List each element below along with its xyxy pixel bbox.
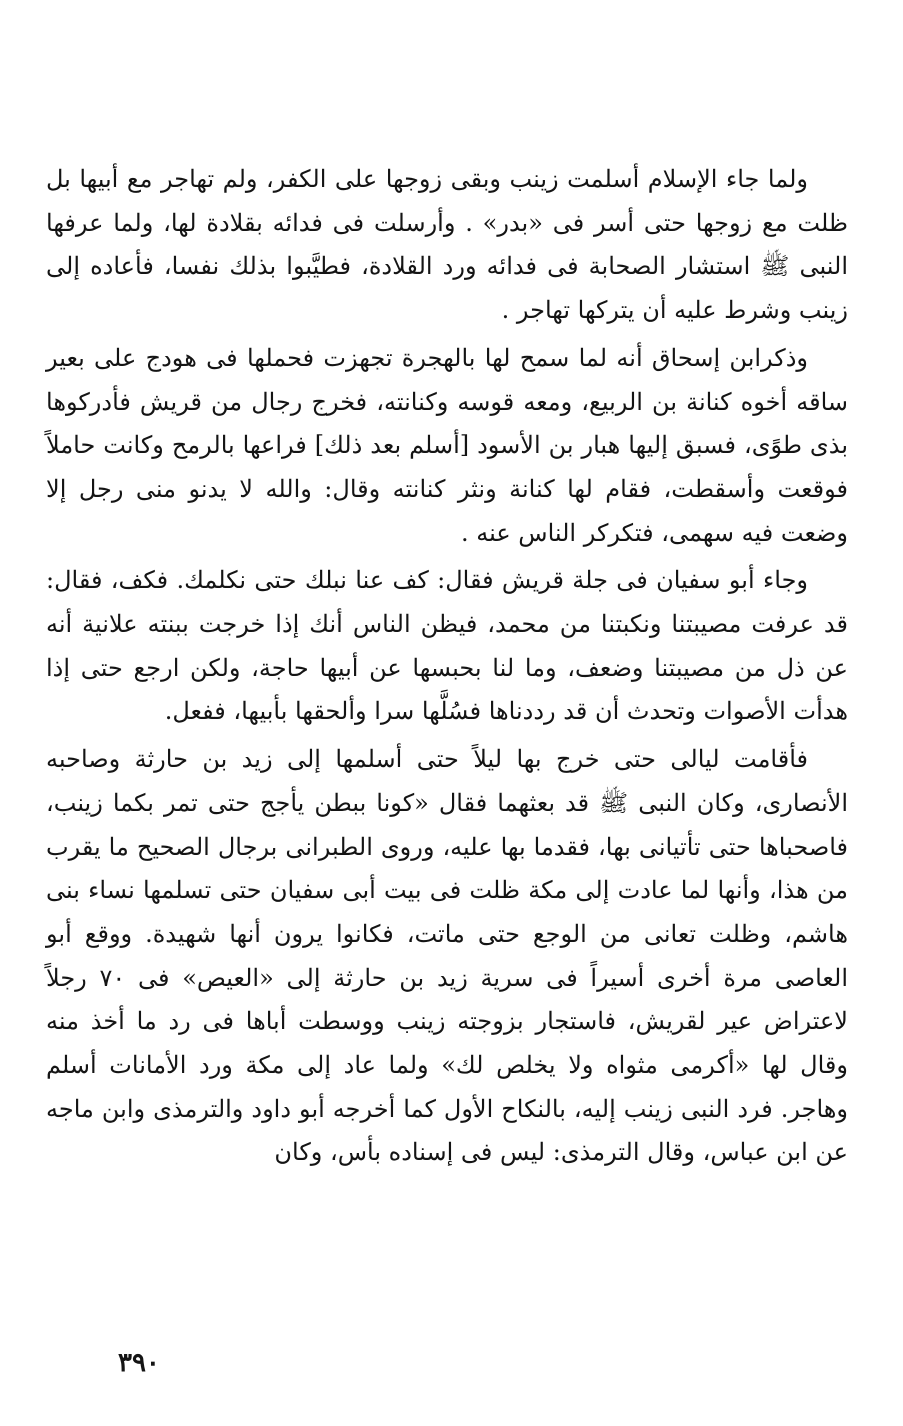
paragraph-2: وذكرابن إسحاق أنه لما سمح لها بالهجرة تجهزت فحملها فى هودج على بعير ساقه أخوه كنانة بن الربيع، ومعه قوسه وكنانته، فخرج رجال من قريش فأدركوها بذى طوًى، فسبق إليها هبار بن الأسود [أسلم بعد ذلك] فراعها بالرمح وكانت حاملاً فوقعت وأسقطت، فقام لها كنانة ونثر كنانته وقال: والله لا يدنو منى رجل إلا وضعت فيه سهمى، فتكركر الناس عنه . xyxy=(46,343,849,547)
paragraph-1: ولما جاء الإسلام أسلمت زينب وبقى زوجها على الكفر، ولم تهاجر مع أبيها بل ظلت مع زوجها حتى أسر فى «بدر» . وأرسلت فى فدائه بقلادة لها، ولما عرفها النبى ﷺ استشار الصحابة فى فدائه ورد القلادة، فطيَّبوا بذلك نفسا، فأعاده إلى زينب وشرط عليه أن يتركها تهاجر . xyxy=(46,165,848,325)
paragraph-3: وجاء أبو سفيان فى جلة قريش فقال: كف عنا نبلك حتى نكلمك. فكف، فقال: قد عرفت مصيبتنا ونكبتنا من محمد، فيظن الناس أنك إذا خرجت ببنته علانية أنه عن ذل من مصيبتنا وضعف، وما لنا بحبسها عن أبيها حاجة، ولكن ارجع حتى إذا هدأت الأصوات وتحدث أن قد رددناها فسُلَّها سرا وألحقها بأبيها، ففعل. xyxy=(46,566,848,726)
body-text xyxy=(46,158,848,1175)
paragraph-4: فأقامت ليالى حتى خرج بها ليلاً حتى أسلمها إلى زيد بن حارثة وصاحبه الأنصارى، وكان النبى ﷺ قد بعثهما فقال «كونا ببطن يأجج حتى تمر بكما زينب، فاصحباها حتى تأتيانى بها، فقدما بها عليه، وروى الطبرانى برجال الصحيح ما يقرب من هذا، وأنها لما عادت إلى مكة ظلت فى بيت أبى سفيان حتى تسلمها نساء بنى هاشم، وظلت تعانى من الوجع حتى ماتت، فكانوا يرون أنها شهيدة. ووقع أبو العاصى مرة أخرى أسيراً فى سرية زيد بن حارثة إلى «العيص» فى ٧٠ رجلاً لاعتراض عير لقريش، فاستجار بزوجته زينب ووسطت أباها فى رد ما أخذ منه وقال لها «أكرمى مثواه ولا يخلص لك» ولما عاد إلى مكة ورد الأمانات أسلم وهاجر. فرد النبى زينب إليه، بالنكاح الأول كما أخرجه أبو داود والترمذى وابن ماجه عن ابن عباس، وقال الترمذى: ليس فى إسناده بأس، وكان xyxy=(46,745,848,1167)
page-number: ٣٩٠ xyxy=(118,1348,160,1378)
